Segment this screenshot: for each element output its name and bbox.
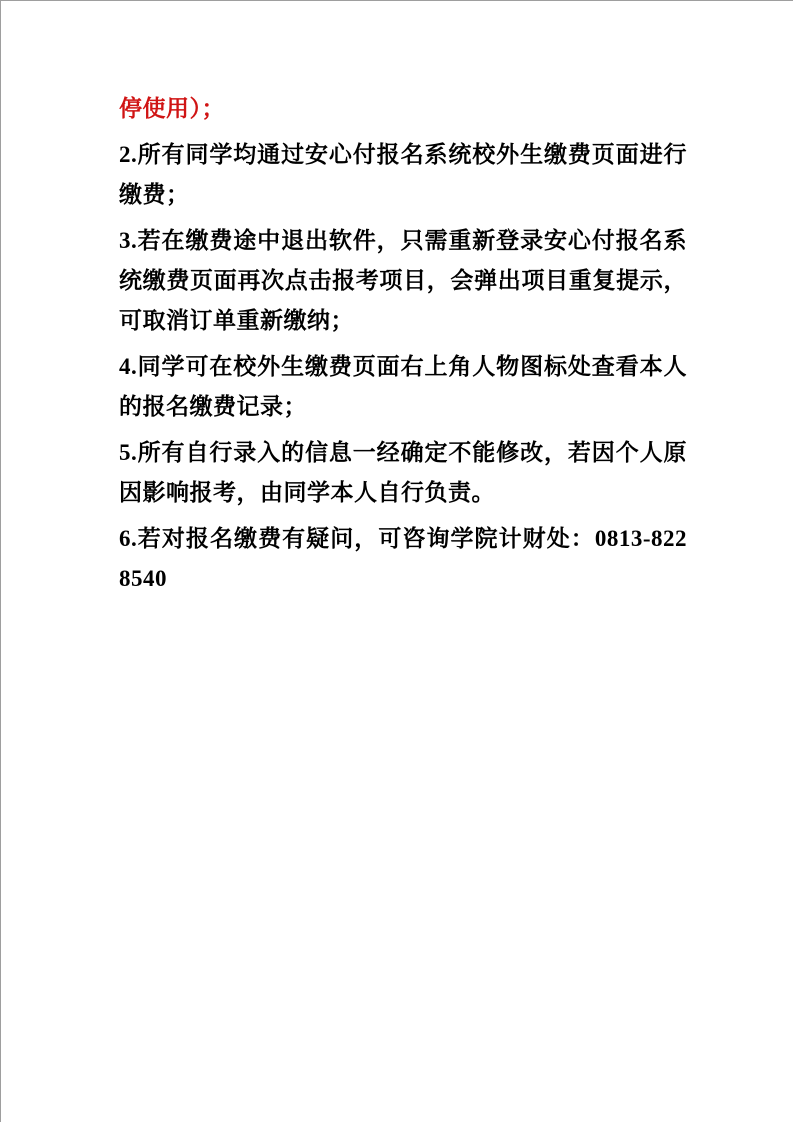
notice-line-stop-use-red: 停使用）； xyxy=(119,96,225,121)
notice-item-4-payment-records: 4.同学可在校外生缴费页面右上角人物图标处查看本人的报名缴费记录； xyxy=(119,354,687,419)
document-text-block xyxy=(1,1,793,599)
notice-item-5-info-unmodifiable: 5.所有自行录入的信息一经确定不能修改，若因个人原因影响报考，由同学本人自行负责。 xyxy=(119,440,687,505)
notice-item-3-relogin-cancel-order: 3.若在缴费途中退出软件，只需重新登录安心付报名系统缴费页面再次点击报考项目，会弹出项目重复提示，可取消订单重新缴纳； xyxy=(119,228,687,333)
notice-item-2-payment-page: 2.所有同学均通过安心付报名系统校外生缴费页面进行缴费； xyxy=(119,142,687,207)
notice-item-6-contact-phone: 6.若对报名缴费有疑问，可咨询学院计财处：0813-8228540 xyxy=(119,526,687,591)
